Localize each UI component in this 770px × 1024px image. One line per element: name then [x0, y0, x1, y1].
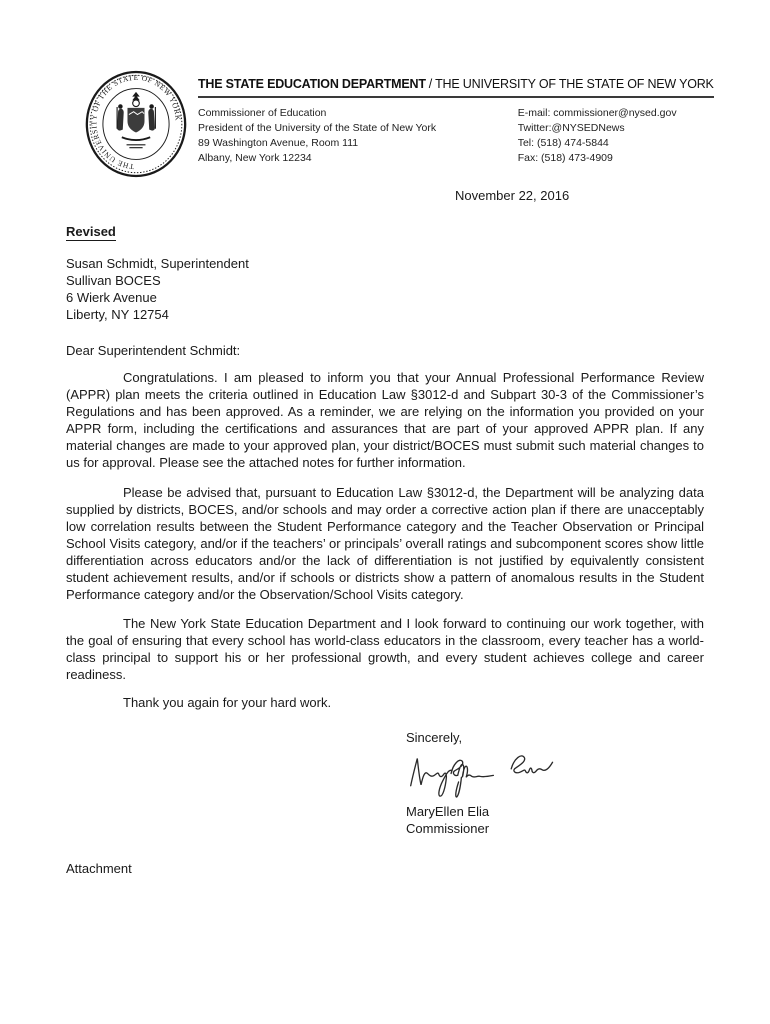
recipient-address: [66, 255, 704, 323]
seal-left-figure: [117, 109, 124, 131]
letterhead-title-dept: THE STATE EDUCATION DEPARTMENT: [198, 77, 426, 91]
contact-line: President of the University of the State of New York: [198, 122, 437, 134]
recipient-line-city: Liberty, NY 12754: [66, 307, 169, 322]
signature-block: [406, 729, 704, 837]
paragraph-advisory: Please be advised that, pursuant to Education Law §3012-d, the Department will be analyzing data supplied by districts, BOCES, and/or schools and may order a corrective action plan if there are unacceptably low correlation results between the Student Performance category and the Teacher Observation or Principal School Visits category, and/or if the teachers’ or principals’ overall ratings and subcomponent scores show little differentiation across educators and/or the lack of differentiation is not justified by equivalently consistent student achievement results, and/or if schools or districts show a pattern of anomalous results in the Student Performance category and/or the Observation/School Visits category.: [66, 485, 704, 602]
letterhead-contact: [198, 106, 714, 166]
revised-heading: Revised: [66, 224, 116, 239]
seal-rim-text: THE UNIVERSITY OF THE STATE OF NEW YORK: [89, 73, 183, 172]
letter-body: [66, 187, 704, 877]
contact-line-fax: Fax: (518) 473-4909: [517, 152, 613, 164]
contact-line-twitter: Twitter:@NYSEDNews: [517, 122, 625, 134]
closing-sincerely: Sincerely,: [406, 730, 463, 745]
seal-eagle-crest: [132, 92, 140, 101]
contact-line-email: E-mail: commissioner@nysed.gov: [517, 107, 677, 119]
letterhead: [84, 68, 714, 180]
letter-date: November 22, 2016: [455, 188, 570, 203]
recipient-line-org: Sullivan BOCES: [66, 273, 161, 288]
paragraph-approval: Congratulations. I am pleased to inform you that your Annual Professional Performance Review (APPR) plan meets the criteria outlined in Education Law §3012-d and Subpart 30-3 of the Commissioner’s Regulations and has been approved. As a reminder, we are relying on the information you provided on your APPR form, including the certifications and assurances that are part of your approved APPR plan. If any material changes are made to your approved plan, your district/BOCES must submit such material changes to us for approval. Please see the attached notes for further information.: [66, 370, 704, 470]
letterhead-title-university: / THE UNIVERSITY OF THE STATE OF NEW YORK: [428, 77, 714, 91]
signer-title: Commissioner: [406, 821, 490, 836]
handwritten-signature-icon: [406, 748, 561, 800]
contact-line-tel: Tel: (518) 474-5844: [517, 137, 609, 149]
letterhead-contact-left: [198, 106, 518, 166]
paragraph-outlook: The New York State Education Department and I look forward to continuing our work together, with the goal of ensuring that every school has world-class educators in the classroom, every teacher has a world-class principal to support his or her professional growth, and every student achieves college and career readiness.: [66, 616, 704, 682]
attachment-note: Attachment: [66, 861, 132, 876]
thank-you-line: Thank you again for your hard work.: [123, 695, 332, 710]
seal-right-figure: [148, 109, 155, 131]
recipient-line-name: Susan Schmidt, Superintendent: [66, 256, 249, 271]
letterhead-text: [198, 77, 714, 180]
salutation: Dear Superintendent Schmidt:: [66, 343, 241, 358]
recipient-line-street: 6 Wierk Avenue: [66, 290, 157, 305]
letterhead-contact-right: [518, 106, 714, 166]
nysed-university-seal-icon: [84, 68, 188, 180]
contact-line: Commissioner of Education: [198, 107, 327, 119]
signer-name: MaryEllen Elia: [406, 804, 490, 819]
letterhead-title: [198, 77, 714, 98]
contact-line: Albany, New York 12234: [198, 152, 312, 164]
contact-line: 89 Washington Avenue, Room 111: [198, 137, 359, 149]
